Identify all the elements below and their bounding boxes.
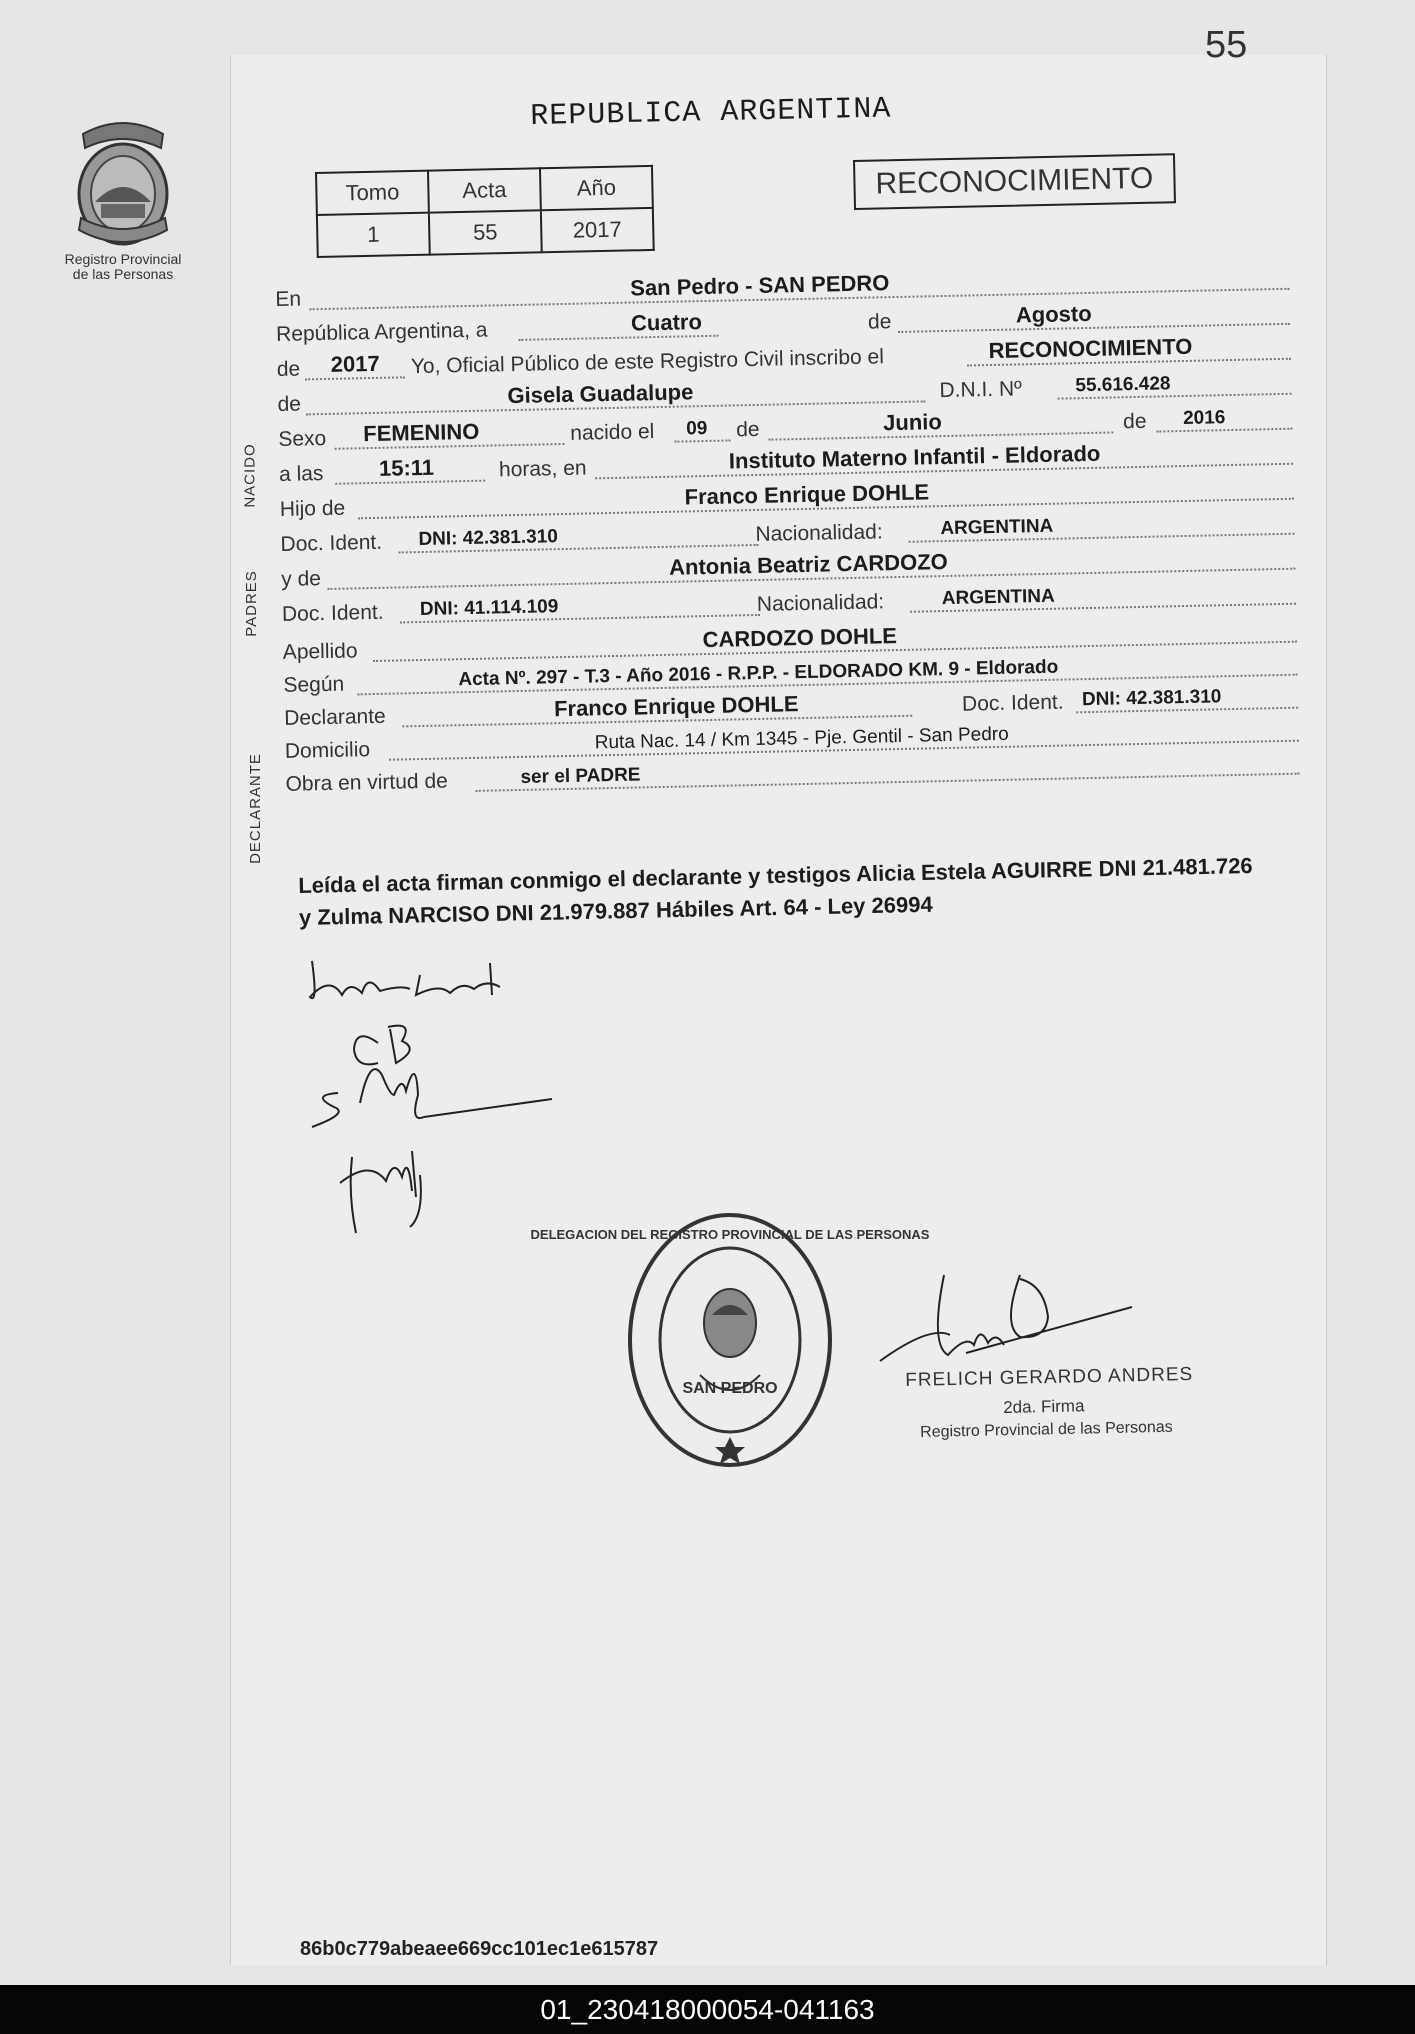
province-logo xyxy=(58,112,188,282)
label-doc-ident: Doc. Ident. xyxy=(281,600,384,626)
value-father-doc: DNI: 42.381.310 xyxy=(418,526,559,551)
scan-footer-bar: 01_230418000054-041163 xyxy=(0,1985,1415,2034)
record-form xyxy=(275,259,1276,800)
value-mother-nationality: ARGENTINA xyxy=(941,585,1055,610)
label-de: de xyxy=(1122,409,1147,434)
document-type-box: RECONOCIMIENTO xyxy=(853,153,1176,210)
official-signature xyxy=(870,1265,1140,1375)
label-segun: Según xyxy=(283,672,345,697)
value-birth-year: 2016 xyxy=(1182,407,1226,430)
value-month: Agosto xyxy=(1015,300,1092,328)
label-nacionalidad: Nacionalidad: xyxy=(755,520,883,546)
label-hijo-de: Hijo de xyxy=(279,496,346,521)
registry-header-acta: Acta xyxy=(428,168,541,212)
label-y-de: y de xyxy=(281,567,322,591)
value-declarant-doc: DNI: 42.381.310 xyxy=(1081,686,1222,711)
value-birth-month: Junio xyxy=(882,409,943,436)
value-segun: Acta Nº. 297 - T.3 - Año 2016 - R.P.P. - ELDORADO KM. 9 - Eldorado xyxy=(458,656,1059,691)
label-a-las: a las xyxy=(278,462,324,486)
seal-ring-text: DELEGACION DEL REGISTRO PROVINCIAL DE LAS PERSONAS xyxy=(530,1227,930,1242)
label-doc-ident: Doc. Ident. xyxy=(961,690,1064,716)
document-title: REPUBLICA ARGENTINA xyxy=(530,92,892,134)
value-dni: 55.616.428 xyxy=(1075,373,1171,397)
closing-statement: Leída el acta firman conmigo el declarante y testigos Alicia Estela AGUIRRE DNI 21.481.726 y Zulma NARCISO DNI 21.979.887 Hábiles Art. 64 - Ley 26994 xyxy=(298,853,1253,930)
witness-signatures xyxy=(290,945,590,1245)
value-day: Cuatro xyxy=(630,309,703,336)
page-number: 55 xyxy=(1205,24,1248,66)
registry-header-tomo: Tomo xyxy=(316,171,429,215)
label-nacido: nacido el xyxy=(570,420,655,445)
label-de: de xyxy=(867,310,892,334)
label-de: de xyxy=(277,392,302,416)
label-dni: D.N.I. Nº xyxy=(939,377,1023,403)
registry-value-tomo: 1 xyxy=(317,213,430,257)
label-republica: República Argentina, a xyxy=(275,318,488,346)
logo-caption-line-1: Registro Provincial xyxy=(64,251,182,267)
value-father-nationality: ARGENTINA xyxy=(940,515,1054,540)
province-seal-icon xyxy=(65,112,181,252)
registry-value-acta: 55 xyxy=(429,210,542,254)
registry-value-ano: 2017 xyxy=(541,208,654,252)
value-father-name: Franco Enrique DOHLE xyxy=(684,479,930,510)
label-de: de xyxy=(276,357,301,381)
label-de: de xyxy=(735,417,760,442)
official-role: 2da. Firma xyxy=(1003,1396,1085,1417)
label-nacionalidad: Nacionalidad: xyxy=(756,590,885,616)
seal-center-text: SAN PEDRO xyxy=(682,1380,778,1397)
value-by-virtue: ser el PADRE xyxy=(520,764,641,788)
registry-seal-stamp xyxy=(530,1205,930,1475)
value-birth-place: Instituto Materno Infantil - Eldorado xyxy=(728,440,1101,474)
value-birth-day: 09 xyxy=(685,417,708,440)
side-label-padres: PADRES xyxy=(242,570,260,637)
label-horas-en: horas, en xyxy=(498,456,587,482)
value-place: San Pedro - SAN PEDRO xyxy=(629,270,890,301)
side-label-nacido: NACIDO xyxy=(241,443,259,508)
value-declarant: Franco Enrique DOHLE xyxy=(553,691,799,722)
value-surname: CARDOZO DOHLE xyxy=(702,623,898,653)
label-obra: Obra en virtud de xyxy=(285,769,449,796)
registry-header-ano: Año xyxy=(540,166,653,210)
label-doc-ident: Doc. Ident. xyxy=(280,530,383,556)
value-mother-name: Antonia Beatriz CARDOZO xyxy=(668,548,948,580)
official-organization: Registro Provincial de las Personas xyxy=(920,1418,1173,1441)
label-apellido: Apellido xyxy=(282,639,358,664)
registry-value-row xyxy=(317,208,654,257)
official-name: FRELICH GERARDO ANDRES xyxy=(905,1363,1194,1391)
value-name: Gisela Guadalupe xyxy=(507,379,694,409)
document-hash: 86b0c779abeaee669cc101ec1e615787 xyxy=(300,1938,659,1960)
label-yo: Yo, Oficial Público de este Registro Civil inscribo el xyxy=(410,345,885,379)
value-address: Ruta Nac. 14 / Km 1345 - Pje. Gentil - San Pedro xyxy=(594,723,1009,754)
side-label-declarante: DECLARANTE xyxy=(246,753,264,864)
registry-table xyxy=(315,165,655,258)
label-sexo: Sexo xyxy=(278,426,327,451)
value-act-type: RECONOCIMIENTO xyxy=(988,333,1193,364)
registry-header-row xyxy=(316,166,653,215)
value-mother-doc: DNI: 41.114.109 xyxy=(419,596,559,621)
label-domicilio: Domicilio xyxy=(284,738,371,763)
value-sex: FEMENINO xyxy=(362,418,480,447)
value-year: 2017 xyxy=(330,350,380,377)
label-declarante: Declarante xyxy=(283,704,386,730)
logo-caption-line-2: de las Personas xyxy=(72,266,174,282)
dotted-line xyxy=(518,335,718,341)
value-birth-time: 15:11 xyxy=(378,454,435,481)
label-en: En xyxy=(275,287,302,311)
